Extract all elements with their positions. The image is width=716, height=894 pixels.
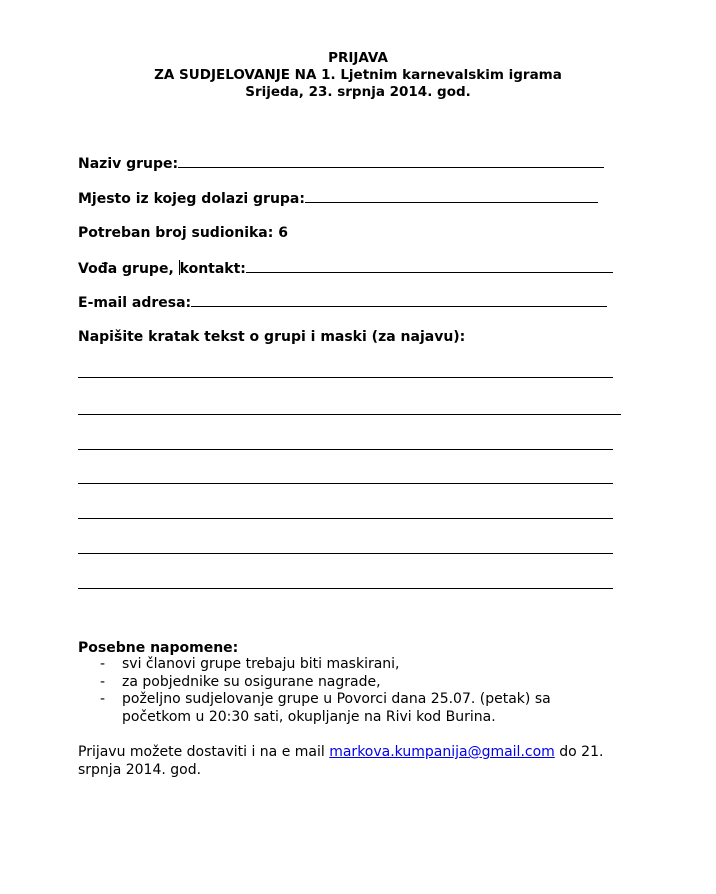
field-email-label: E-mail adresa:: [78, 295, 192, 311]
list-item: [100, 674, 602, 692]
field-description: [78, 328, 465, 346]
description-line[interactable]: [78, 483, 613, 484]
notes-heading: Posebne napomene:: [78, 640, 239, 656]
group-name-input-line[interactable]: [178, 154, 604, 168]
description-line[interactable]: [78, 553, 613, 554]
field-group-name-label: Naziv grupe:: [78, 156, 179, 172]
submission-info: [78, 743, 618, 779]
field-participants: [78, 224, 288, 242]
field-group-name: [78, 154, 604, 173]
title-date: Srijeda, 23. srpnja 2014. god.: [245, 84, 471, 100]
field-origin: [78, 189, 598, 208]
email-input-line[interactable]: [191, 293, 607, 307]
title-event: ZA SUDJELOVANJE NA 1. Ljetnim karnevalskim igrama: [154, 67, 562, 83]
bullet-dash: -: [100, 691, 106, 707]
note-text: svi članovi grupe trebaju biti maskirani,: [122, 656, 400, 672]
field-leader-label-a: Vođa grupe,: [78, 261, 179, 277]
description-line[interactable]: [78, 414, 621, 415]
email-link[interactable]: markova.kumpanija@gmail.com: [329, 744, 555, 760]
field-leader: [78, 259, 613, 278]
origin-input-line[interactable]: [305, 189, 598, 203]
note-text: za pobjednike su osigurane nagrade,: [122, 673, 381, 690]
description-line[interactable]: [78, 377, 613, 378]
bullet-dash: -: [100, 673, 106, 690]
title-prijava: PRIJAVA: [328, 50, 388, 66]
description-line[interactable]: [78, 449, 613, 450]
list-item: [100, 691, 602, 726]
note-text: poželjno sudjelovanje grupe u Povorci dana 25.07. (petak) sa početkom u 20:30 sati, okupljanje na Rivi kod Burina.: [122, 691, 551, 725]
submission-deadline: do 21. srpnja 2014. god.: [78, 744, 604, 778]
field-participants-label: Potreban broj sudionika: 6: [78, 225, 288, 241]
list-item: [100, 656, 602, 674]
leader-input-line[interactable]: [246, 259, 613, 273]
field-email: [78, 293, 607, 312]
field-origin-label: Mjesto iz kojeg dolazi grupa:: [78, 191, 305, 207]
bullet-dash: -: [100, 656, 106, 672]
description-line[interactable]: [78, 518, 613, 519]
submission-text: Prijavu možete dostaviti i na e mail: [78, 744, 330, 760]
description-line[interactable]: [78, 588, 613, 589]
notes-list: [100, 656, 602, 726]
field-leader-label-b: kontakt:: [179, 261, 246, 277]
field-description-label: Napišite kratak tekst o grupi i maski (za najavu):: [78, 329, 466, 345]
